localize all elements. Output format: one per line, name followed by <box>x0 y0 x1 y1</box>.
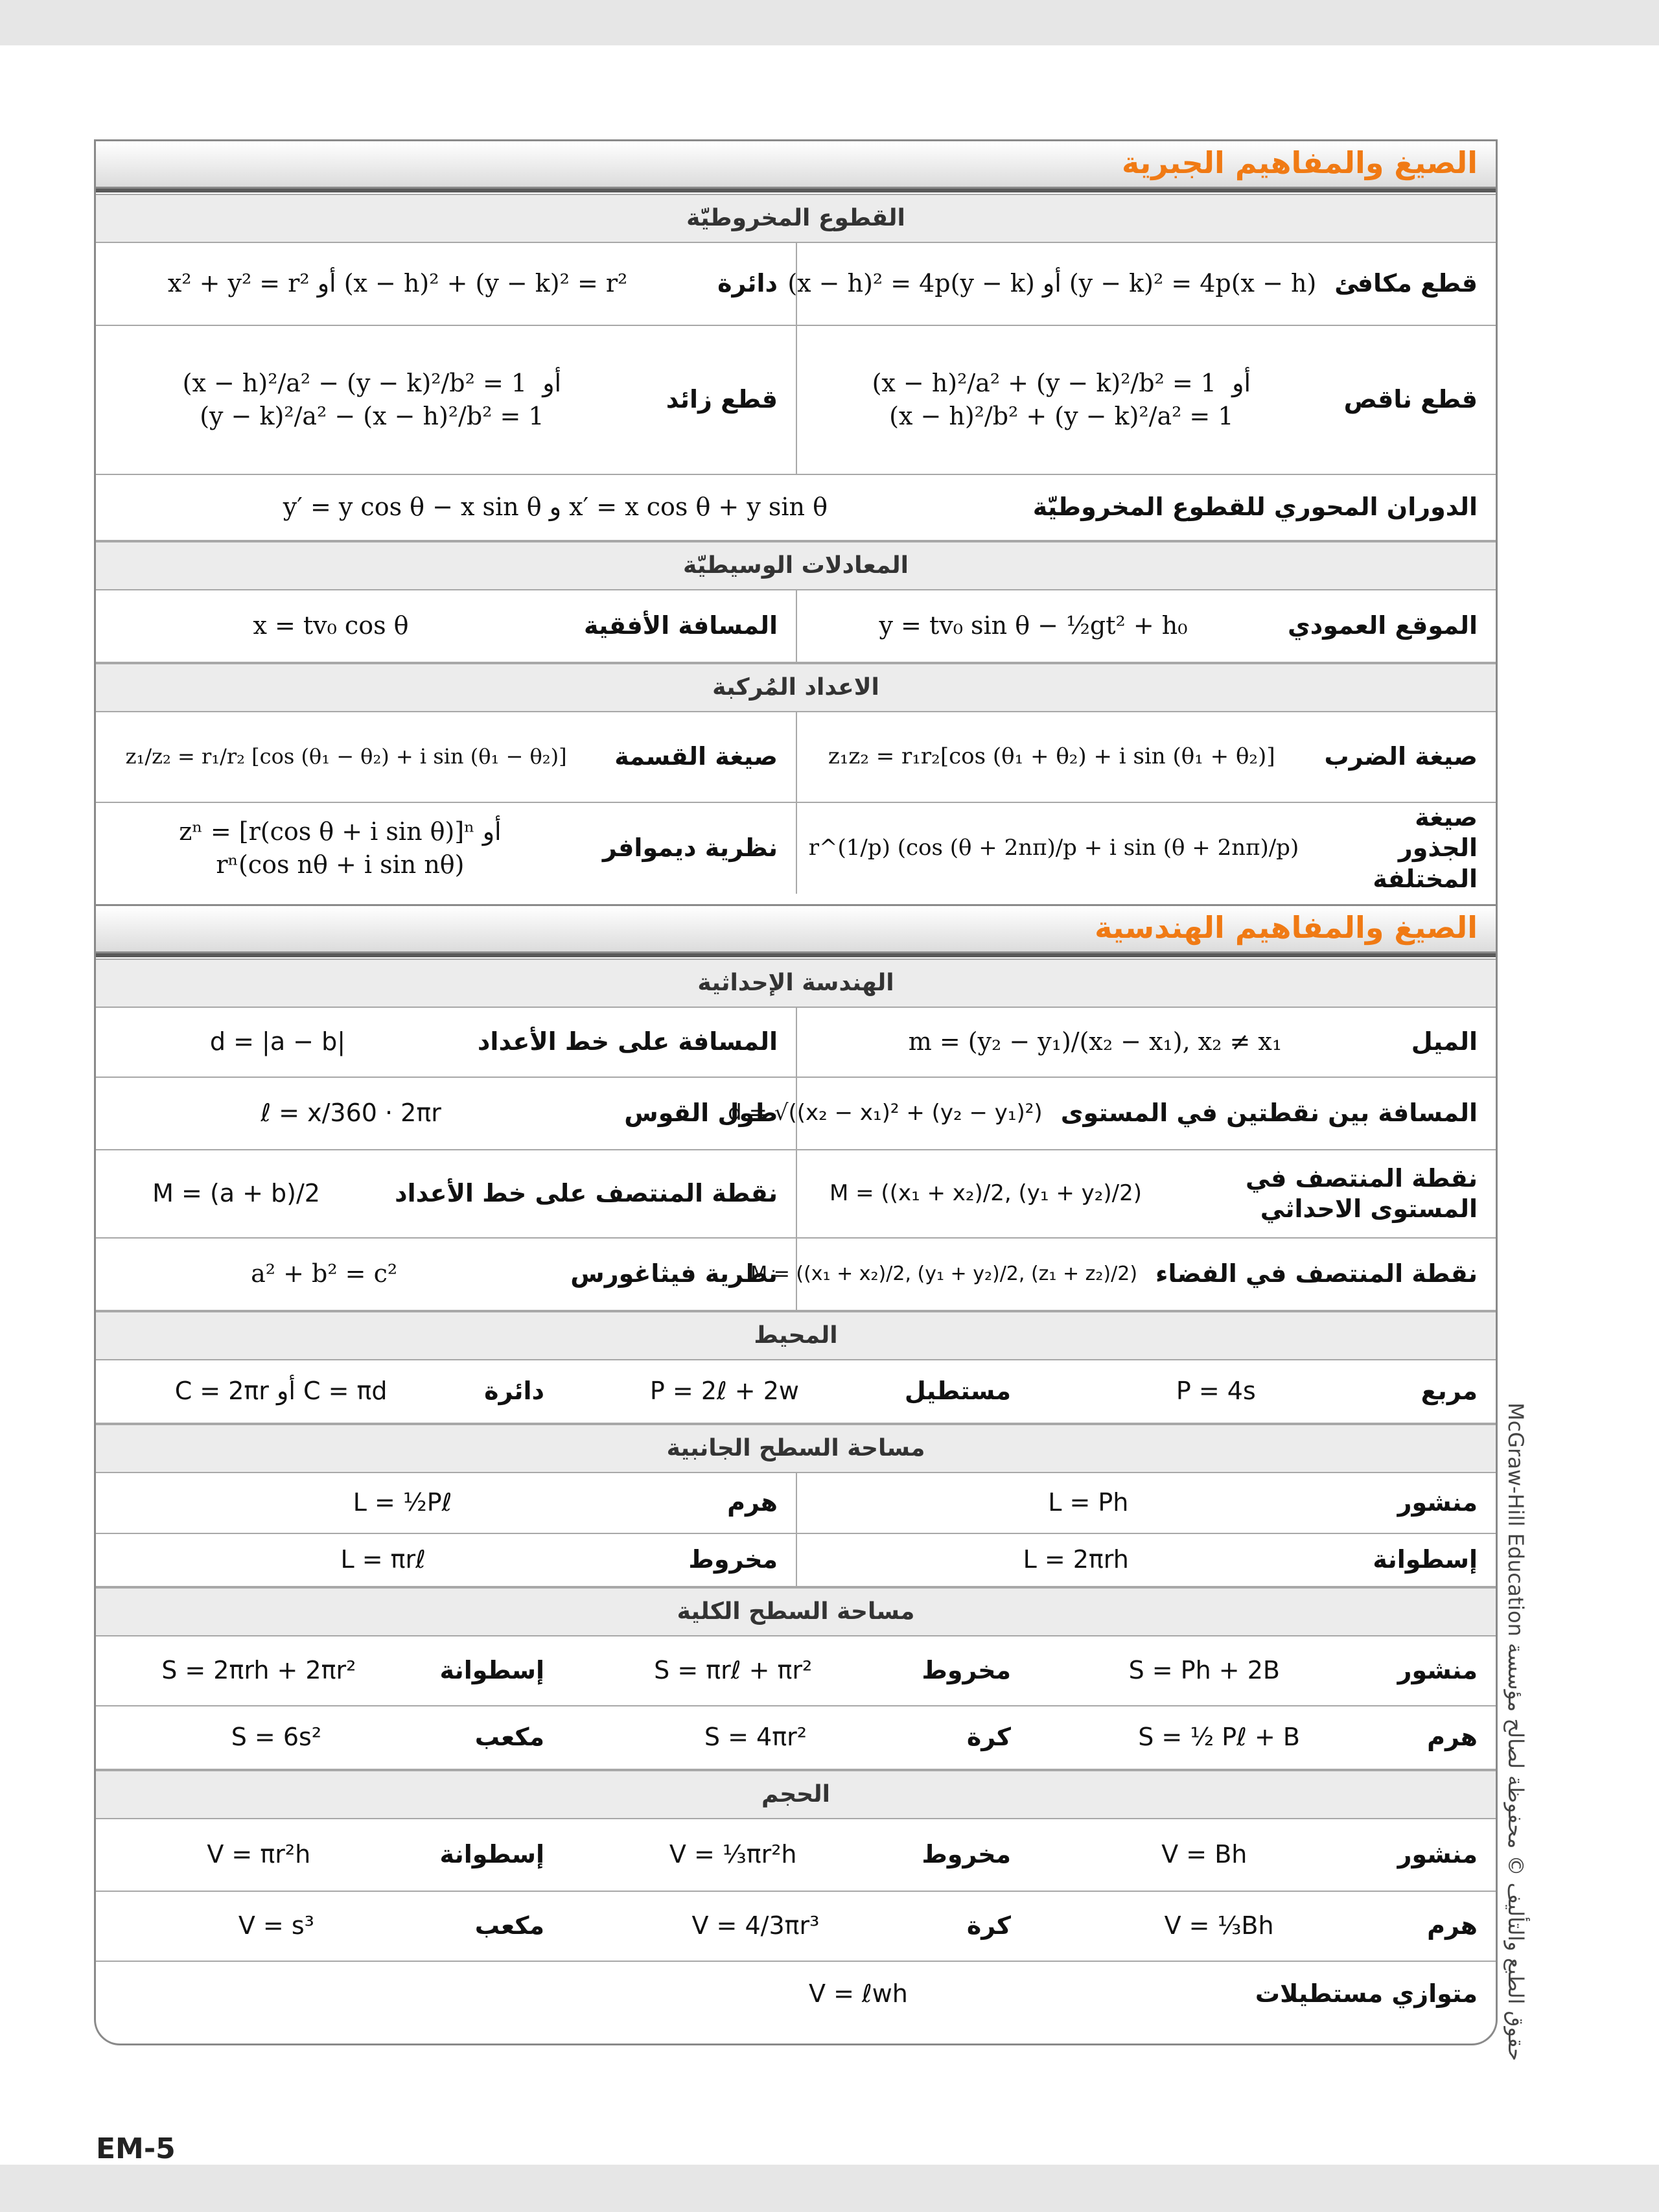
cube-volume-cell <box>96 1892 563 1961</box>
page-number: EM-5 <box>96 2132 176 2165</box>
vertical-position-cell <box>796 590 1496 662</box>
parametric-row <box>96 590 1496 663</box>
cube-total-formula: S = 6s² <box>231 1723 322 1752</box>
hyperbola-formula: (x − h)²/a² − (y − k)²/b² = 1 أو (y − k)²/a² − (x − h)²/b² = 1 <box>182 368 562 430</box>
conics-row-3 <box>96 475 1496 541</box>
circle-perimeter-formula: C = 2πr أو C = πd <box>174 1377 388 1406</box>
parabola-formula: (x − h)² = 4p(y − k) أو (y − k)² = 4p(x − h) <box>787 269 1317 298</box>
cylinder-volume-cell <box>96 1819 563 1891</box>
conics-row-2 <box>96 326 1496 475</box>
slope-formula: m = (y₂ − y₁)/(x₂ − x₁), x₂ ≠ x₁ <box>908 1027 1282 1056</box>
quotient-cell <box>96 712 796 802</box>
cone-volume-label: مخروط <box>922 1840 1012 1869</box>
roots-formula: r^(1/p) (cos (θ + 2nπ)/p + i sin (θ + 2nπ)/p) <box>808 835 1299 861</box>
perimeter-header: المحيط <box>96 1311 1496 1360</box>
circle-cell <box>96 243 796 325</box>
prism-lateral-formula: L = Ph <box>1048 1488 1129 1517</box>
arc-length-label: طول القوس <box>624 1099 778 1128</box>
numberline-midpoint-label: نقطة المنتصف على خط الأعداد <box>395 1179 778 1208</box>
numberline-distance-cell <box>96 1008 796 1077</box>
cylinder-total-label: إسطوانة <box>439 1656 545 1685</box>
volume-row-2 <box>96 1892 1496 1962</box>
ellipse-cell <box>796 326 1496 474</box>
lateral-row-1 <box>96 1473 1496 1534</box>
pyramid-lateral-label: هرم <box>727 1488 778 1517</box>
circle-perimeter-label: دائرة <box>484 1377 545 1406</box>
lateral-header: مساحة السطح الجانبية <box>96 1424 1496 1473</box>
pythagorean-cell <box>96 1239 796 1310</box>
parabola-label: قطع مكافئ <box>1334 269 1478 298</box>
prism-volume-label: منشور <box>1397 1840 1478 1869</box>
cylinder-total-cell <box>96 1636 563 1705</box>
ellipse-formula: (x − h)²/a² + (y − k)²/b² = 1 أو (x − h)²/b² + (y − k)²/a² = 1 <box>872 368 1251 430</box>
geometry-title: الصيغ والمفاهيم الهندسية <box>1095 910 1478 945</box>
cylinder-volume-formula: V = πr²h <box>207 1840 311 1869</box>
sphere-volume-label: كرة <box>966 1911 1012 1940</box>
rectangle-perimeter-formula: P = 2ℓ + 2w <box>649 1377 799 1406</box>
circle-formula: x² + y² = r² أو (x − h)² + (y − k)² = r² <box>167 269 628 298</box>
cone-total-label: مخروط <box>922 1656 1012 1685</box>
square-perimeter-label: مربع <box>1421 1377 1478 1406</box>
geometry-title-bar <box>96 906 1496 953</box>
plane-midpoint-label: نقطة المنتصف في المستوى الاحداثي <box>1246 1163 1478 1223</box>
slope-label: الميل <box>1411 1027 1478 1056</box>
cube-total-label: مكعب <box>474 1723 545 1752</box>
vertical-position-label: الموقع العمودي <box>1287 611 1478 640</box>
plane-distance-label: المسافة بين نقطتين في المستوى <box>1060 1099 1478 1128</box>
rectangle-perimeter-cell <box>563 1360 1029 1423</box>
cone-total-formula: S = πrℓ + πr² <box>654 1656 813 1685</box>
cone-volume-formula: V = ⅓πr²h <box>669 1840 797 1869</box>
numberline-distance-label: المسافة على خط الأعداد <box>477 1027 778 1056</box>
product-formula: z₁z₂ = r₁r₂[cos (θ₁ + θ₂) + i sin (θ₁ + θ₂)] <box>828 743 1275 770</box>
parabola-cell <box>787 243 1496 325</box>
coord-row-3 <box>96 1150 1496 1239</box>
rotation-formula: y′ = y cos θ − x sin θ و x′ = x cos θ + y sin θ <box>283 493 828 522</box>
rectangle-perimeter-label: مستطيل <box>904 1377 1012 1406</box>
circle-label: دائرة <box>717 269 778 298</box>
cylinder-volume-label: إسطوانة <box>439 1840 545 1869</box>
numberline-midpoint-cell <box>96 1150 796 1237</box>
vertical-position-formula: y = tv₀ sin θ − ½gt² + h₀ <box>879 611 1188 640</box>
sphere-volume-cell <box>563 1892 1029 1961</box>
copyright-notice: حقوق الطبع والتأليف © محفوظة لصالح مؤسسة McGraw-Hill Education <box>1503 1403 1528 2061</box>
square-perimeter-formula: P = 4s <box>1176 1377 1256 1406</box>
pyramid-volume-label: هرم <box>1427 1911 1478 1940</box>
cylinder-lateral-label: إسطوانة <box>1373 1545 1478 1574</box>
demoivre-cell <box>96 803 796 894</box>
pyramid-lateral-formula: L = ½Pℓ <box>353 1488 452 1517</box>
pyramid-lateral-cell <box>96 1473 796 1533</box>
volume-row-3 <box>96 1962 1496 2027</box>
complex-row-2 <box>96 803 1496 894</box>
prism-total-cell <box>1029 1636 1496 1705</box>
arc-length-formula: ℓ = x/360 · 2πr <box>261 1099 441 1128</box>
sphere-total-formula: S = 4πr² <box>704 1723 807 1752</box>
complex-header: الاعداد المُركبة <box>96 663 1496 712</box>
numberline-midpoint-formula: M = (a + b)/2 <box>152 1179 320 1208</box>
algebra-section <box>94 139 1498 934</box>
pythagorean-formula: a² + b² = c² <box>251 1259 398 1288</box>
hyperbola-cell <box>96 326 796 474</box>
slope-cell <box>796 1008 1496 1077</box>
space-midpoint-label: نقطة المنتصف في الفضاء <box>1155 1259 1478 1288</box>
sphere-total-cell <box>563 1706 1029 1769</box>
square-perimeter-cell <box>1029 1360 1496 1423</box>
geometry-section <box>94 904 1498 2045</box>
empty-cell <box>96 1962 796 2027</box>
cube-volume-label: مكعب <box>474 1911 545 1940</box>
plane-distance-formula: d = √((x₂ − x₁)² + (y₂ − y₁)²) <box>728 1100 1043 1126</box>
cuboid-volume-label: متوازي مستطيلات <box>1255 1979 1478 2008</box>
product-label: صيغة الضرب <box>1324 742 1478 771</box>
algebra-title-bar <box>96 141 1496 189</box>
cone-lateral-label: مخروط <box>688 1545 778 1574</box>
conics-header: القطوع المخروطيّة <box>96 194 1496 243</box>
prism-total-formula: S = Ph + 2B <box>1128 1656 1280 1685</box>
total-header: مساحة السطح الكلية <box>96 1587 1496 1636</box>
product-cell <box>796 712 1496 802</box>
horizontal-distance-label: المسافة الأفقية <box>584 611 778 640</box>
space-midpoint-formula: M = ((x₁ + x₂)/2, (y₁ + y₂)/2, (z₁ + z₂)/2) <box>750 1262 1138 1285</box>
pythagorean-label: نظرية فيثاغورس <box>570 1259 778 1288</box>
hyperbola-label: قطع زائد <box>666 385 778 414</box>
cone-lateral-cell <box>96 1534 796 1586</box>
pyramid-volume-formula: V = ⅓Bh <box>1164 1911 1274 1940</box>
cone-volume-cell <box>563 1819 1029 1891</box>
plane-midpoint-cell <box>796 1150 1496 1237</box>
horizontal-distance-formula: x = tv₀ cos θ <box>253 611 409 640</box>
lateral-row-2 <box>96 1534 1496 1587</box>
cone-total-cell <box>563 1636 1029 1705</box>
conics-row-1 <box>96 243 1496 326</box>
circle-perimeter-cell <box>96 1360 563 1423</box>
prism-volume-formula: V = Bh <box>1161 1840 1247 1869</box>
pyramid-volume-cell <box>1029 1892 1496 1961</box>
numberline-distance-formula: d = |a − b| <box>209 1027 346 1056</box>
demoivre-label: نظرية ديموافر <box>602 833 778 863</box>
volume-header: الحجم <box>96 1770 1496 1819</box>
coord-row-2 <box>96 1078 1496 1150</box>
space-midpoint-cell <box>750 1239 1496 1310</box>
cylinder-lateral-formula: L = 2πrh <box>1023 1545 1129 1574</box>
volume-row-1 <box>96 1819 1496 1892</box>
horizontal-distance-cell <box>96 590 796 662</box>
total-row-2 <box>96 1706 1496 1770</box>
cylinder-total-formula: S = 2πrh + 2πr² <box>161 1656 356 1685</box>
prism-lateral-label: منشور <box>1397 1488 1478 1517</box>
coord-row-4 <box>96 1239 1496 1311</box>
complex-row-1 <box>96 712 1496 803</box>
cone-lateral-formula: L = πrℓ <box>340 1545 426 1574</box>
plane-distance-cell <box>728 1078 1496 1149</box>
page <box>0 45 1659 2165</box>
coord-row-1 <box>96 1008 1496 1078</box>
pyramid-total-formula: S = ½ Pℓ + B <box>1138 1723 1300 1752</box>
prism-lateral-cell <box>796 1473 1496 1533</box>
pyramid-total-cell <box>1029 1706 1496 1769</box>
perimeter-row <box>96 1360 1496 1424</box>
prism-total-label: منشور <box>1397 1656 1478 1685</box>
arc-length-cell <box>96 1078 796 1149</box>
pyramid-total-label: هرم <box>1427 1723 1478 1752</box>
cube-volume-formula: V = s³ <box>238 1911 314 1940</box>
parametric-header: المعادلات الوسيطيّة <box>96 541 1496 590</box>
quotient-label: صيغة القسمة <box>614 742 778 771</box>
sphere-total-label: كرة <box>966 1723 1012 1752</box>
roots-label: صيغة الجذور المختلفة <box>1373 802 1478 893</box>
cube-total-cell <box>96 1706 563 1769</box>
cylinder-lateral-cell <box>796 1534 1496 1586</box>
roots-cell <box>796 803 1496 894</box>
cuboid-volume-formula: V = ℓwh <box>809 1979 908 2008</box>
algebra-title: الصيغ والمفاهيم الجبرية <box>1122 145 1478 180</box>
sphere-volume-formula: V = 4/3πr³ <box>691 1911 820 1940</box>
cuboid-volume-cell <box>796 1962 1496 2027</box>
rotation-cell <box>96 475 1496 540</box>
prism-volume-cell <box>1029 1819 1496 1891</box>
ellipse-label: قطع ناقص <box>1343 385 1478 414</box>
coordinate-header: الهندسة الإحداثية <box>96 959 1496 1008</box>
demoivre-formula: zⁿ = [r(cos θ + i sin θ)]ⁿ أو rⁿ(cos nθ + i sin nθ) <box>179 817 502 879</box>
rotation-label: الدوران المحوري للقطوع المخروطيّة <box>1032 493 1478 522</box>
total-row-1 <box>96 1636 1496 1706</box>
plane-midpoint-formula: M = ((x₁ + x₂)/2, (y₁ + y₂)/2) <box>829 1180 1143 1207</box>
quotient-formula: z₁/z₂ = r₁/r₂ [cos (θ₁ − θ₂) + i sin (θ₁ − θ₂)] <box>125 744 567 769</box>
